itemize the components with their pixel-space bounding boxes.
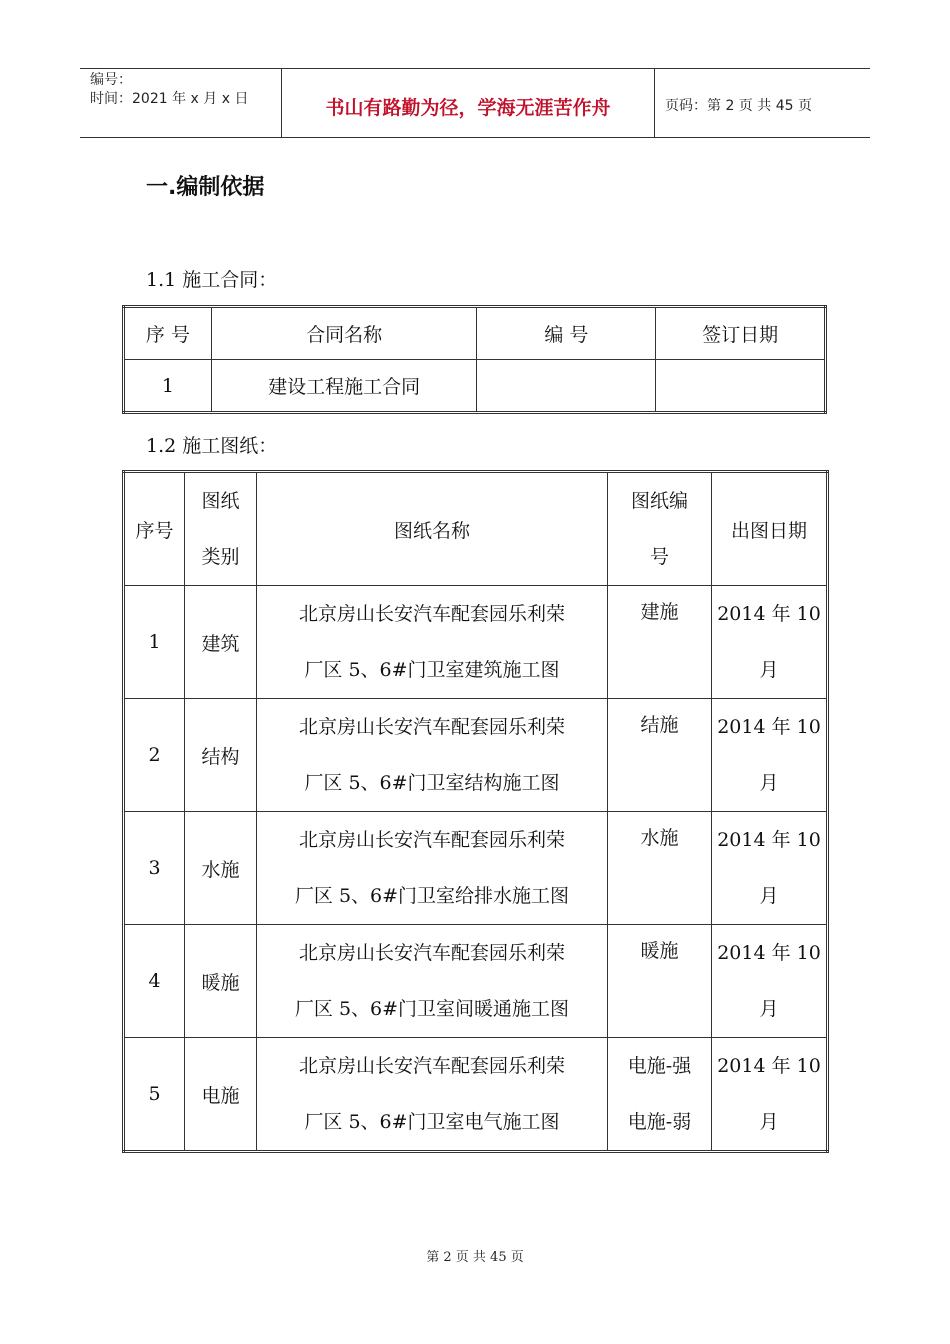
drawing-name-line: 北京房山长安汽车配套园乐利荣 [298,603,565,625]
drawing-date-line: 月 [759,659,779,681]
drawings-body [124,586,828,1152]
drawing-date-line: 2014 年 10 [717,829,821,851]
col-code-line: 号 [649,546,669,568]
drawing-date [712,699,828,812]
contract-row-code [477,360,656,413]
contract-table [122,305,827,414]
drawing-code-line: 建施 [640,601,679,623]
drawing-no-text: 3 [148,857,161,879]
section-title: 一.编制依据 [146,175,265,200]
page-header [80,68,870,138]
drawing-category [185,925,257,1038]
header-page-cell [655,69,870,137]
drawing-row [124,925,828,1038]
drawing-date [712,1038,828,1152]
drawing-code [608,812,712,925]
drawing-name-line: 厂区 5、6#门卫室间暖通施工图 [294,998,570,1020]
contract-col-name: 合同名称 [211,307,477,360]
drawings-col-name: 图纸名称 [257,472,608,586]
drawing-name-line: 北京房山长安汽车配套园乐利荣 [298,829,565,851]
drawing-name-line: 厂区 5、6#门卫室电气施工图 [304,1111,560,1133]
drawing-date-line: 月 [759,885,779,907]
header-meta-cell [80,69,282,137]
drawing-date-line: 月 [759,998,779,1020]
drawing-name-line: 厂区 5、6#门卫室建筑施工图 [304,659,560,681]
drawing-code [608,925,712,1038]
drawing-date-line: 月 [759,772,779,794]
drawing-name-line: 厂区 5、6#门卫室给排水施工图 [294,885,570,907]
contract-col-no: 序 号 [124,307,212,360]
drawing-category-text: 结构 [201,745,240,768]
drawing-no [124,812,185,925]
drawing-date-line: 2014 年 10 [717,942,821,964]
drawing-date [712,812,828,925]
drawing-row [124,1038,828,1152]
contract-header-row [124,307,826,360]
drawing-code-line: 暖施 [640,940,679,962]
contract-row [124,360,826,413]
drawing-category [185,1038,257,1152]
drawing-no [124,1038,185,1152]
drawing-code [608,1038,712,1152]
drawing-date [712,586,828,699]
drawings-header-row [124,472,828,586]
drawing-code-line: 电施-弱 [627,1111,692,1133]
drawing-name [257,586,608,699]
drawing-code-line: 水施 [640,827,679,849]
drawing-code [608,699,712,812]
drawings-col-no: 序号 [124,472,185,586]
drawing-name-line: 北京房山长安汽车配套园乐利荣 [298,716,565,738]
drawing-no [124,699,185,812]
header-motto: 书山有路勤为径，学海无涯苦作舟 [325,97,611,119]
drawing-no [124,925,185,1038]
contract-col-date: 签订日期 [656,307,826,360]
drawing-no-text: 2 [148,744,161,766]
drawing-name-line: 北京房山长安汽车配套园乐利荣 [298,942,565,964]
drawing-row [124,699,828,812]
drawings-col-category [185,472,257,586]
drawing-category-text: 水施 [201,858,240,881]
drawing-no-text: 4 [148,970,161,992]
contract-row-name: 建设工程施工合同 [211,360,477,413]
drawings-col-code [608,472,712,586]
drawing-category [185,812,257,925]
drawing-name [257,1038,608,1152]
col-category-line: 图纸 [201,490,240,512]
drawing-date-line: 月 [759,1111,779,1133]
drawing-row [124,586,828,699]
page-footer: 第 2 页 共 45 页 [426,1250,524,1265]
drawing-date-line: 2014 年 10 [717,1055,821,1077]
drawing-code-line: 结施 [640,714,679,736]
contract-row-no: 1 [124,360,212,413]
drawing-row [124,812,828,925]
header-page-info: 页码：第 2 页 共 45 页 [665,98,812,114]
drawings-heading: 1.2 施工图纸： [146,435,278,457]
drawings-table [122,470,829,1153]
doc-date-label: 时间：2021 年 x 月 x 日 [90,91,249,107]
header-motto-cell [282,69,655,137]
col-code-line: 图纸编 [630,490,688,512]
contract-row-date [656,360,826,413]
drawing-no-text: 5 [148,1083,161,1105]
drawing-category-text: 暖施 [201,971,240,994]
drawing-no [124,586,185,699]
drawing-no-text: 1 [148,631,161,653]
drawing-date [712,925,828,1038]
drawing-name-line: 厂区 5、6#门卫室结构施工图 [304,772,560,794]
col-category-line: 类别 [201,546,240,568]
drawing-name [257,925,608,1038]
drawing-code-line: 电施-强 [627,1055,692,1077]
contract-col-code: 编 号 [477,307,656,360]
drawing-name-line: 北京房山长安汽车配套园乐利荣 [298,1055,565,1077]
drawing-name [257,812,608,925]
drawing-category [185,586,257,699]
doc-code-label: 编号： [90,72,132,88]
contract-heading: 1.1 施工合同： [146,269,278,291]
drawing-category [185,699,257,812]
drawing-date-line: 2014 年 10 [717,716,821,738]
drawing-date-line: 2014 年 10 [717,603,821,625]
drawing-name [257,699,608,812]
drawing-category-text: 建筑 [201,632,240,655]
drawing-category-text: 电施 [201,1084,240,1107]
drawings-col-date: 出图日期 [712,472,828,586]
drawing-code [608,586,712,699]
